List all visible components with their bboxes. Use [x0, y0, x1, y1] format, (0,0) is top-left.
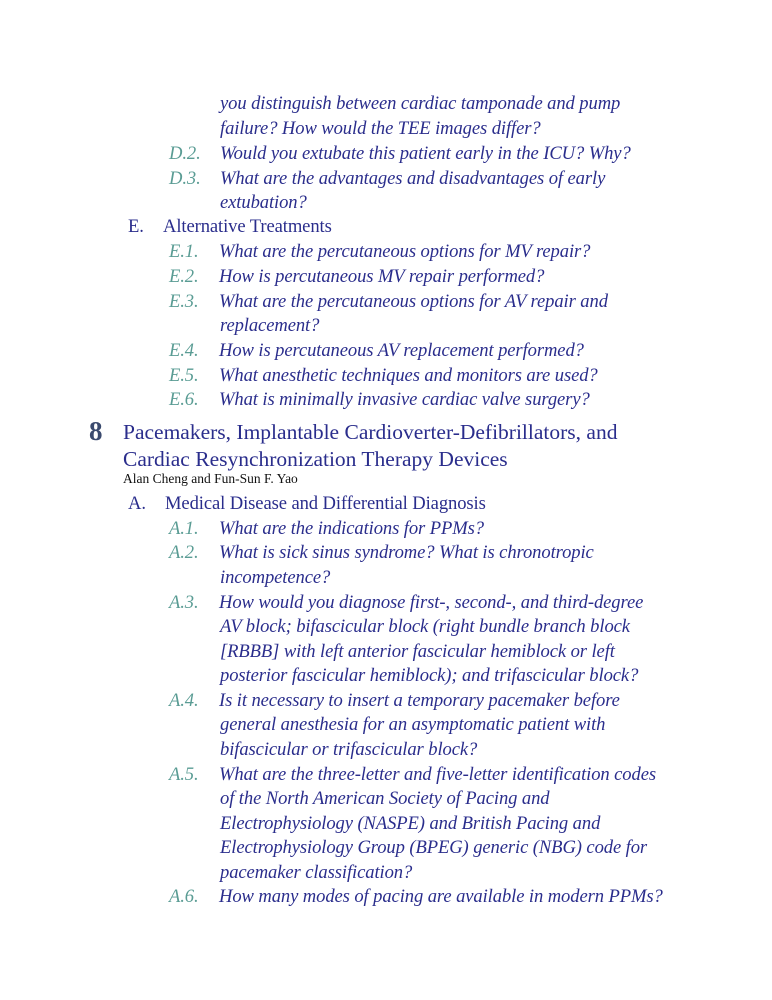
question-text-line: replacement? [220, 315, 320, 336]
question-text-line: [RBBB] with left anterior fascicular hemiblock or left [220, 641, 615, 662]
question-text-line: posterior fascicular hemiblock); and trifascicular block? [220, 665, 639, 686]
question-number: A.5. [169, 764, 199, 785]
question-text-line: How would you diagnose first-, second-, and third-degree [219, 592, 644, 613]
question-text-line: What anesthetic techniques and monitors are used? [219, 365, 598, 386]
question-text-line: What is minimally invasive cardiac valve surgery? [219, 389, 590, 410]
question-number: E.4. [169, 340, 199, 361]
question-text-line: What are the advantages and disadvantages of early [220, 168, 606, 189]
question-number: A.6. [169, 886, 199, 907]
section-letter: A. [128, 493, 146, 514]
question-number: A.3. [169, 592, 199, 613]
question-number: A.4. [169, 690, 199, 711]
question-number: D.2. [169, 143, 201, 164]
question-text-line: pacemaker classification? [220, 862, 413, 883]
question-text-line: What are the percutaneous options for AV repair and [219, 291, 608, 312]
question-text-line: Is it necessary to insert a temporary pacemaker before [219, 690, 620, 711]
chapter-number: 8 [89, 416, 103, 446]
question-number: E.5. [169, 365, 199, 386]
question-text-line: What are the indications for PPMs? [219, 518, 484, 539]
question-text-line: extubation? [220, 192, 307, 213]
question-text-line: general anesthesia for an asymptomatic patient with [220, 714, 606, 735]
question-number: E.3. [169, 291, 199, 312]
question-number: A.2. [169, 542, 199, 563]
question-text-line: Electrophysiology (NASPE) and British Pacing and [220, 813, 601, 834]
section-title: Alternative Treatments [163, 216, 332, 237]
question-text-line: How is percutaneous AV replacement performed? [219, 340, 584, 361]
question-number: D.3. [169, 168, 201, 189]
question-text-line: of the North American Society of Pacing and [220, 788, 550, 809]
question-text-line: bifascicular or trifascicular block? [220, 739, 478, 760]
question-text-line: you distinguish between cardiac tamponade and pump [220, 93, 621, 114]
chapter-authors: Alan Cheng and Fun-Sun F. Yao [123, 471, 298, 486]
question-text-line: Electrophysiology Group (BPEG) generic (NBG) code for [220, 837, 648, 858]
section-title: Medical Disease and Differential Diagnosis [165, 493, 486, 514]
question-text-line: failure? How would the TEE images differ? [220, 118, 541, 139]
section-letter: E. [128, 216, 144, 237]
question-number: E.2. [169, 266, 199, 287]
question-number: E.1. [169, 241, 199, 262]
question-text-line: Would you extubate this patient early in the ICU? Why? [220, 143, 631, 164]
question-text-line: incompetence? [220, 567, 331, 588]
chapter-title-line: Pacemakers, Implantable Cardioverter-Defibrillators, and [123, 420, 618, 444]
question-text-line: How is percutaneous MV repair performed? [219, 266, 545, 287]
question-text-line: What are the three-letter and five-letter identification codes [219, 764, 656, 785]
question-text-line: What are the percutaneous options for MV repair? [219, 241, 591, 262]
chapter-title-line: Cardiac Resynchronization Therapy Devices [123, 447, 508, 471]
question-text-line: AV block; bifascicular block (right bundle branch block [220, 616, 630, 637]
question-number: A.1. [169, 518, 199, 539]
question-text-line: What is sick sinus syndrome? What is chronotropic [219, 542, 594, 563]
question-number: E.6. [169, 389, 199, 410]
question-text-line: How many modes of pacing are available in modern PPMs? [219, 886, 663, 907]
